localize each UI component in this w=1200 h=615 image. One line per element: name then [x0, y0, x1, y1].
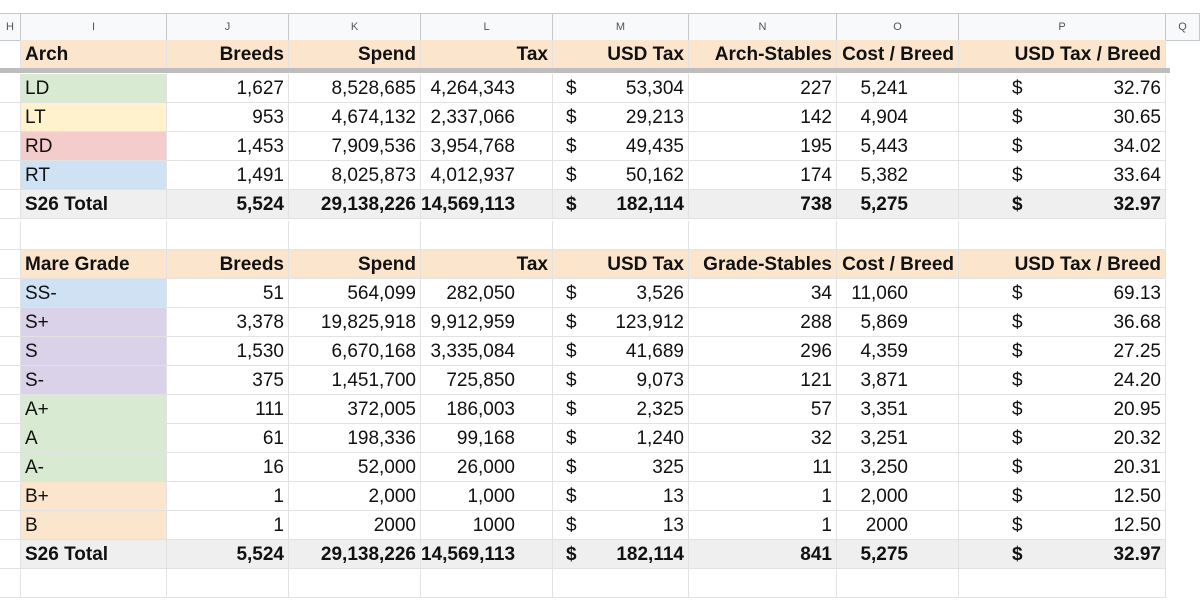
data-cell[interactable]: 1,627 [167, 74, 289, 103]
data-cell[interactable]: 16 [167, 453, 289, 482]
data-cell[interactable]: 6,670,168 [289, 337, 421, 366]
data-cell[interactable]: 32 [689, 424, 837, 453]
data-cell[interactable]: 1 [689, 511, 837, 540]
data-cell[interactable]: 3,351 [837, 395, 959, 424]
data-cell[interactable]: 325 [553, 453, 689, 482]
arch_table-header-col-5[interactable]: Arch-Stables [689, 40, 837, 69]
total-cell[interactable]: 5,275 [837, 540, 959, 569]
data-cell[interactable]: 1 [167, 511, 289, 540]
grade_table-header-col-4[interactable]: USD Tax [553, 250, 689, 279]
total-cell[interactable]: 14,569,113 [421, 540, 553, 569]
data-cell[interactable]: 1,000 [421, 482, 553, 511]
data-cell[interactable]: 198,336 [289, 424, 421, 453]
total-cell[interactable]: 14,569,113 [421, 190, 553, 219]
data-cell[interactable]: 1,491 [167, 161, 289, 190]
gutter-cell[interactable] [0, 161, 21, 190]
row-label[interactable]: RT [21, 161, 167, 190]
currency-symbol: $ [1012, 370, 1023, 391]
column-header-p[interactable]: P [959, 14, 1166, 40]
table-row [0, 366, 1200, 395]
empty-cell[interactable] [837, 221, 959, 250]
column-header-q[interactable]: Q [1166, 14, 1200, 40]
data-cell[interactable]: 69.13 [959, 279, 1166, 308]
grade_table-header-col-6[interactable]: Cost / Breed [837, 250, 959, 279]
grade_table-header-label[interactable]: Mare Grade [21, 250, 167, 279]
data-cell[interactable]: 5,443 [837, 132, 959, 161]
data-cell[interactable]: 20.32 [959, 424, 1166, 453]
data-cell[interactable]: 3,871 [837, 366, 959, 395]
empty-cell[interactable] [837, 569, 959, 598]
data-cell[interactable]: 4,012,937 [421, 161, 553, 190]
data-cell[interactable]: 7,909,536 [289, 132, 421, 161]
data-cell[interactable]: 32.76 [959, 74, 1166, 103]
data-cell[interactable]: 5,869 [837, 308, 959, 337]
data-cell[interactable]: 5,382 [837, 161, 959, 190]
currency-symbol: $ [1012, 194, 1023, 215]
currency-symbol: $ [566, 428, 577, 449]
column-header-i[interactable]: I [21, 14, 167, 40]
data-cell[interactable]: 2,337,066 [421, 103, 553, 132]
currency-symbol: $ [1012, 312, 1023, 333]
currency-symbol: $ [566, 544, 577, 565]
data-cell[interactable]: 123,912 [553, 308, 689, 337]
data-cell[interactable]: 282,050 [421, 279, 553, 308]
data-cell[interactable]: 19,825,918 [289, 308, 421, 337]
currency-symbol: $ [566, 341, 577, 362]
column-header-o[interactable]: O [837, 14, 959, 40]
data-cell[interactable]: 296 [689, 337, 837, 366]
currency-symbol: $ [566, 136, 577, 157]
gutter-cell[interactable] [0, 395, 21, 424]
table-row [0, 132, 1200, 161]
data-cell[interactable]: 4,359 [837, 337, 959, 366]
frozen-rows-divider[interactable] [0, 68, 1170, 73]
data-cell[interactable]: 2,325 [553, 395, 689, 424]
table-row [0, 279, 1200, 308]
empty-cell[interactable] [959, 221, 1166, 250]
data-cell[interactable]: 3,526 [553, 279, 689, 308]
data-cell[interactable]: 33.64 [959, 161, 1166, 190]
data-cell[interactable]: 1,453 [167, 132, 289, 161]
gutter-cell[interactable] [0, 511, 21, 540]
data-cell[interactable]: 51 [167, 279, 289, 308]
column-header-n[interactable]: N [689, 14, 837, 40]
data-cell[interactable]: 564,099 [289, 279, 421, 308]
grade_table-header-col-2[interactable]: Spend [289, 250, 421, 279]
gutter-cell[interactable] [0, 569, 21, 598]
data-cell[interactable]: 12.50 [959, 482, 1166, 511]
data-cell[interactable]: 1 [689, 482, 837, 511]
currency-symbol: $ [1012, 341, 1023, 362]
data-cell[interactable]: 34 [689, 279, 837, 308]
row-label[interactable]: B [21, 511, 167, 540]
total-cell[interactable]: 32.97 [959, 190, 1166, 219]
currency-symbol: $ [566, 194, 577, 215]
data-cell[interactable]: 3,378 [167, 308, 289, 337]
currency-symbol: $ [566, 283, 577, 304]
data-cell[interactable]: 186,003 [421, 395, 553, 424]
gutter-cell[interactable] [0, 279, 21, 308]
data-cell[interactable]: 3,335,084 [421, 337, 553, 366]
table-row [0, 161, 1200, 190]
currency-symbol: $ [566, 486, 577, 507]
currency-symbol: $ [1012, 515, 1023, 536]
data-cell[interactable]: 20.95 [959, 395, 1166, 424]
row-label[interactable]: A+ [21, 395, 167, 424]
currency-symbol: $ [1012, 544, 1023, 565]
total-cell[interactable]: 5,524 [167, 190, 289, 219]
currency-symbol: $ [566, 370, 577, 391]
data-cell[interactable]: 12.50 [959, 511, 1166, 540]
gutter-cell[interactable] [0, 424, 21, 453]
currency-symbol: $ [1012, 457, 1023, 478]
data-cell[interactable]: 5,241 [837, 74, 959, 103]
arch_table-header-row [0, 40, 1200, 69]
total-cell[interactable]: 29,138,226 [289, 540, 421, 569]
column-header-m[interactable]: M [553, 14, 689, 40]
gutter-cell[interactable] [0, 74, 21, 103]
data-cell[interactable]: 2,000 [289, 482, 421, 511]
data-cell[interactable]: 4,674,132 [289, 103, 421, 132]
gutter-cell[interactable] [0, 453, 21, 482]
data-cell[interactable]: 2000 [837, 511, 959, 540]
data-cell[interactable]: 2000 [289, 511, 421, 540]
data-cell[interactable]: 57 [689, 395, 837, 424]
empty-cell[interactable] [689, 221, 837, 250]
gutter-cell[interactable] [0, 540, 21, 569]
data-cell[interactable]: 30.65 [959, 103, 1166, 132]
data-cell[interactable]: 20.31 [959, 453, 1166, 482]
row-label[interactable]: S+ [21, 308, 167, 337]
currency-symbol: $ [566, 399, 577, 420]
currency-symbol: $ [1012, 107, 1023, 128]
data-cell[interactable]: 8,528,685 [289, 74, 421, 103]
table-row [0, 103, 1200, 132]
data-cell[interactable]: 1,451,700 [289, 366, 421, 395]
data-cell[interactable]: 24.20 [959, 366, 1166, 395]
row-label[interactable]: RD [21, 132, 167, 161]
data-cell[interactable]: 13 [553, 482, 689, 511]
currency-symbol: $ [1012, 486, 1023, 507]
table-row [0, 337, 1200, 366]
table-row [0, 482, 1200, 511]
total-cell[interactable]: 182,114 [553, 190, 689, 219]
arch_table-header-col-4[interactable]: USD Tax [553, 40, 689, 69]
table-row [0, 424, 1200, 453]
data-cell[interactable]: 26,000 [421, 453, 553, 482]
data-cell[interactable]: 1,530 [167, 337, 289, 366]
data-cell[interactable]: 27.25 [959, 337, 1166, 366]
gutter-cell[interactable] [0, 337, 21, 366]
data-cell[interactable]: 13 [553, 511, 689, 540]
currency-symbol: $ [1012, 165, 1023, 186]
row-label[interactable]: A [21, 424, 167, 453]
row-label[interactable]: S [21, 337, 167, 366]
total-cell[interactable]: 841 [689, 540, 837, 569]
table-row [0, 308, 1200, 337]
blank-row [0, 569, 1200, 598]
data-cell[interactable]: 725,850 [421, 366, 553, 395]
empty-cell[interactable] [959, 569, 1166, 598]
data-cell[interactable]: 111 [167, 395, 289, 424]
data-cell[interactable]: 41,689 [553, 337, 689, 366]
data-cell[interactable]: 121 [689, 366, 837, 395]
data-cell[interactable]: 195 [689, 132, 837, 161]
row-label[interactable]: LT [21, 103, 167, 132]
total-cell[interactable]: 738 [689, 190, 837, 219]
empty-cell[interactable] [167, 569, 289, 598]
data-cell[interactable]: 3,250 [837, 453, 959, 482]
total-cell[interactable]: 29,138,226 [289, 190, 421, 219]
data-cell[interactable]: 288 [689, 308, 837, 337]
data-cell[interactable]: 11,060 [837, 279, 959, 308]
gutter-cell[interactable] [0, 482, 21, 511]
data-cell[interactable]: 3,954,768 [421, 132, 553, 161]
total-label[interactable]: S26 Total [21, 540, 167, 569]
arch_table-total-row [0, 190, 1200, 219]
data-cell[interactable]: 4,904 [837, 103, 959, 132]
data-cell[interactable]: 1 [167, 482, 289, 511]
gutter-cell[interactable] [0, 40, 21, 69]
column-header-l[interactable]: L [421, 14, 553, 40]
currency-symbol: $ [566, 457, 577, 478]
table-row [0, 395, 1200, 424]
currency-symbol: $ [566, 165, 577, 186]
data-cell[interactable]: 36.68 [959, 308, 1166, 337]
grade_table-total-row [0, 540, 1200, 569]
empty-cell[interactable] [421, 569, 553, 598]
data-cell[interactable]: 3,251 [837, 424, 959, 453]
grade_table-header-row [0, 250, 1200, 279]
data-cell[interactable]: 9,073 [553, 366, 689, 395]
data-cell[interactable]: 11 [689, 453, 837, 482]
currency-symbol: $ [566, 78, 577, 99]
currency-symbol: $ [566, 107, 577, 128]
column-header-j[interactable]: J [167, 14, 289, 40]
empty-cell[interactable] [21, 221, 167, 250]
total-cell[interactable]: 182,114 [553, 540, 689, 569]
data-cell[interactable]: 34.02 [959, 132, 1166, 161]
data-cell[interactable]: 4,264,343 [421, 74, 553, 103]
column-header-h[interactable]: H [0, 14, 21, 40]
arch_table-header-label[interactable]: Arch [21, 40, 167, 69]
empty-cell[interactable] [421, 221, 553, 250]
data-cell[interactable]: 8,025,873 [289, 161, 421, 190]
column-header-k[interactable]: K [289, 14, 421, 40]
empty-cell[interactable] [289, 569, 421, 598]
empty-cell[interactable] [553, 569, 689, 598]
currency-symbol: $ [566, 312, 577, 333]
gutter-cell[interactable] [0, 250, 21, 279]
row-label[interactable]: S- [21, 366, 167, 395]
currency-symbol: $ [1012, 78, 1023, 99]
currency-symbol: $ [1012, 283, 1023, 304]
data-cell[interactable]: 29,213 [553, 103, 689, 132]
empty-cell[interactable] [689, 569, 837, 598]
gutter-cell[interactable] [0, 308, 21, 337]
data-cell[interactable]: 227 [689, 74, 837, 103]
gutter-cell[interactable] [0, 132, 21, 161]
row-label[interactable]: SS- [21, 279, 167, 308]
total-cell[interactable]: 32.97 [959, 540, 1166, 569]
data-cell[interactable]: 9,912,959 [421, 308, 553, 337]
row-label[interactable]: LD [21, 74, 167, 103]
grade_table-header-col-3[interactable]: Tax [421, 250, 553, 279]
data-cell[interactable]: 49,435 [553, 132, 689, 161]
empty-cell[interactable] [21, 569, 167, 598]
currency-symbol: $ [1012, 136, 1023, 157]
currency-symbol: $ [566, 515, 577, 536]
data-cell[interactable]: 61 [167, 424, 289, 453]
table-row [0, 74, 1200, 103]
gutter-cell[interactable] [0, 190, 21, 219]
data-cell[interactable]: 99,168 [421, 424, 553, 453]
data-cell[interactable]: 1,240 [553, 424, 689, 453]
grade_table-header-col-7[interactable]: USD Tax / Breed [959, 250, 1166, 279]
data-cell[interactable]: 53,304 [553, 74, 689, 103]
gutter-cell[interactable] [0, 103, 21, 132]
currency-symbol: $ [1012, 428, 1023, 449]
blank-row [0, 221, 1200, 250]
gutter-cell[interactable] [0, 221, 21, 250]
arch_table-header-col-6[interactable]: Cost / Breed [837, 40, 959, 69]
data-cell[interactable]: 50,162 [553, 161, 689, 190]
grade_table-header-col-1[interactable]: Breeds [167, 250, 289, 279]
arch_table-header-col-2[interactable]: Spend [289, 40, 421, 69]
data-cell[interactable]: 1000 [421, 511, 553, 540]
data-cell[interactable]: 52,000 [289, 453, 421, 482]
row-label[interactable]: A- [21, 453, 167, 482]
total-cell[interactable]: 5,524 [167, 540, 289, 569]
data-cell[interactable]: 174 [689, 161, 837, 190]
data-cell[interactable]: 953 [167, 103, 289, 132]
gutter-cell[interactable] [0, 366, 21, 395]
arch_table-header-col-1[interactable]: Breeds [167, 40, 289, 69]
total-label[interactable]: S26 Total [21, 190, 167, 219]
data-cell[interactable]: 2,000 [837, 482, 959, 511]
currency-symbol: $ [1012, 399, 1023, 420]
data-cell[interactable]: 142 [689, 103, 837, 132]
empty-cell[interactable] [553, 221, 689, 250]
data-cell[interactable]: 372,005 [289, 395, 421, 424]
empty-cell[interactable] [167, 221, 289, 250]
table-row [0, 453, 1200, 482]
grade_table-header-col-5[interactable]: Grade-Stables [689, 250, 837, 279]
empty-cell[interactable] [289, 221, 421, 250]
total-cell[interactable]: 5,275 [837, 190, 959, 219]
arch_table-header-col-3[interactable]: Tax [421, 40, 553, 69]
table-row [0, 511, 1200, 540]
column-header-row [0, 13, 1200, 41]
row-label[interactable]: B+ [21, 482, 167, 511]
data-cell[interactable]: 375 [167, 366, 289, 395]
arch_table-header-col-7[interactable]: USD Tax / Breed [959, 40, 1166, 69]
